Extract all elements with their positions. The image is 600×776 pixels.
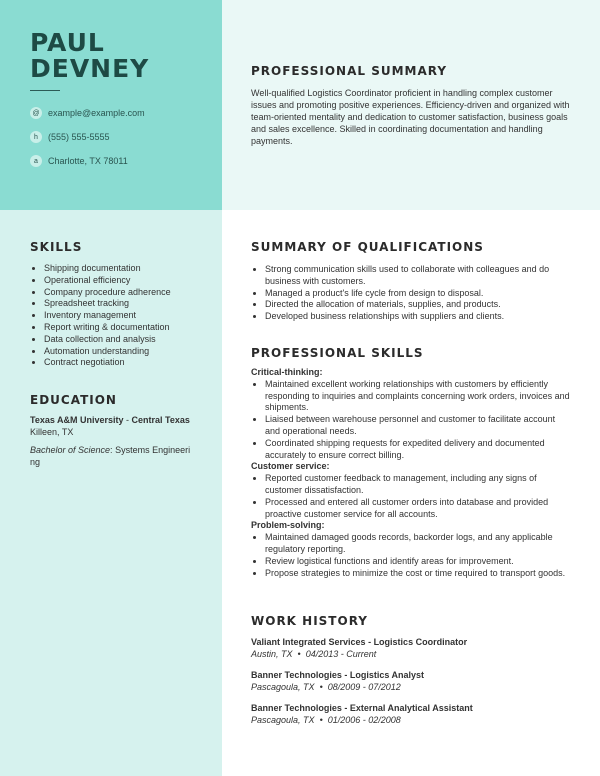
job-entry — [251, 669, 571, 693]
job-title — [251, 636, 571, 648]
job-separator: - — [365, 637, 374, 647]
qualifications-heading: SUMMARY OF QUALIFICATIONS — [251, 240, 484, 254]
job-role: External Analytical Assistant — [349, 703, 473, 713]
degree-separator: : — [110, 445, 116, 455]
skills-list — [30, 263, 210, 369]
qualification-item: • Strong communication skills used to collaborate with colleagues and do business with customers. — [265, 264, 571, 288]
job-location: Austin, TX — [251, 649, 293, 659]
job-dates: 04/2013 - Current — [305, 649, 377, 659]
work-history-heading: WORK HISTORY — [251, 614, 368, 628]
first-name: PAUL — [30, 28, 105, 57]
skill-group-item: • Review logistical functions and identify areas for improvement. — [265, 556, 571, 568]
skill-group-title: Critical-thinking: — [251, 367, 323, 377]
job-company: Banner Technologies — [251, 703, 342, 713]
professional-skills-heading: PROFESSIONAL SKILLS — [251, 346, 424, 360]
job-bullet: • — [319, 682, 323, 692]
education-location: Killeen, TX — [30, 427, 74, 437]
candidate-name — [30, 30, 149, 82]
qualification-item: • Directed the allocation of materials, supplies, and products. — [265, 299, 571, 311]
contact-phone — [30, 131, 110, 143]
skill-item: • Report writing & documentation — [44, 322, 210, 334]
skill-group-item: • Propose strategies to minimize the cost or time required to transport goods. — [265, 568, 571, 580]
job-meta — [251, 648, 571, 660]
skill-group-item: • Maintained damaged goods records, backorder logs, and any applicable regulatory reporting. — [265, 532, 571, 556]
job-entry — [251, 636, 571, 660]
contact-email — [30, 107, 145, 119]
education-degree — [30, 444, 195, 468]
skill-item: • Company procedure adherence — [44, 287, 210, 299]
job-separator: - — [341, 670, 350, 680]
job-company: Banner Technologies — [251, 670, 342, 680]
skills-heading: SKILLS — [30, 240, 83, 254]
qualifications-list — [251, 264, 571, 323]
school-campus: Central Texas — [131, 415, 190, 425]
skill-group-item: • Reported customer feedback to management, including any signs of customer dissatisfaction. — [265, 473, 571, 497]
contact-address — [30, 155, 128, 167]
skill-group-item: • Maintained excellent working relationships with customers by efficiently responding to inquiries and complaints concerning work orders, invoices and shipments. — [265, 379, 571, 414]
qualification-item: • Managed a product's life cycle from design to disposal. — [265, 288, 571, 300]
address-text: Charlotte, TX 78011 — [48, 156, 128, 166]
job-title — [251, 702, 571, 714]
job-bullet: • — [319, 715, 323, 725]
skill-group-title: Problem-solving: — [251, 520, 325, 531]
job-meta — [251, 681, 571, 693]
job-role: Logistics Analyst — [349, 670, 425, 680]
school-separator: - — [123, 415, 132, 425]
job-bullet: • — [297, 649, 301, 659]
skill-item: • Inventory management — [44, 310, 210, 322]
education-school — [30, 414, 195, 426]
skill-group-title: Customer service: — [251, 461, 330, 472]
skill-item: • Data collection and analysis — [44, 334, 210, 346]
skill-group-item: • Coordinated shipping requests for expedited delivery and documented accurately to ensure correct billing. — [265, 438, 571, 462]
degree-name: Bachelor of Science — [30, 445, 111, 455]
skill-item: • Automation understanding — [44, 346, 210, 358]
job-dates: 08/2009 - 07/2012 — [327, 682, 401, 692]
skill-item: • Shipping documentation — [44, 263, 210, 275]
summary-heading: PROFESSIONAL SUMMARY — [251, 64, 448, 78]
job-location: Pascagoula, TX — [251, 682, 315, 692]
skill-item: • Operational efficiency — [44, 275, 210, 287]
summary-text: Well-qualified Logistics Coordinator proficient in handling complex customer issues and promoting positive experiences. Efficiency-driven and organized with team-oriented mentality and dedication to customer satisfaction, business goals and sales excellence. Skilled in coordinating documentation and handling payments. — [251, 88, 570, 146]
education-heading: EDUCATION — [30, 393, 117, 407]
job-meta — [251, 714, 571, 726]
job-location: Pascagoula, TX — [251, 715, 315, 725]
job-company: Valiant Integrated Services — [251, 637, 366, 647]
skill-group-item: • Processed and entered all customer orders into database and provided proactive customer service for all accounts. — [265, 497, 571, 521]
job-role: Logistics Coordinator — [373, 637, 468, 647]
qualification-item: • Developed business relationships with suppliers and clients. — [265, 311, 571, 323]
job-entry — [251, 702, 571, 726]
name-divider — [30, 90, 60, 91]
skill-item: • Contract negotiation — [44, 357, 210, 369]
last-name: DEVNEY — [30, 54, 150, 83]
job-dates: 01/2006 - 02/2008 — [327, 715, 401, 725]
job-separator: - — [341, 703, 350, 713]
job-title — [251, 669, 571, 681]
email-text: example@example.com — [48, 108, 145, 118]
work-history — [251, 636, 571, 735]
skill-group-item: • Liaised between warehouse personnel and customer to facilitate account and operational needs. — [265, 414, 571, 438]
phone-text: (555) 555-5555 — [48, 132, 110, 142]
address-icon: a — [30, 155, 42, 167]
phone-icon: h — [30, 131, 42, 143]
skill-item: • Spreadsheet tracking — [44, 298, 210, 310]
degree-field: Systems Engineeri ng — [30, 445, 191, 467]
professional-skills — [251, 367, 571, 579]
school-name: Texas A&M University — [30, 415, 124, 425]
education-entry — [30, 414, 195, 468]
email-icon: @ — [30, 107, 42, 119]
